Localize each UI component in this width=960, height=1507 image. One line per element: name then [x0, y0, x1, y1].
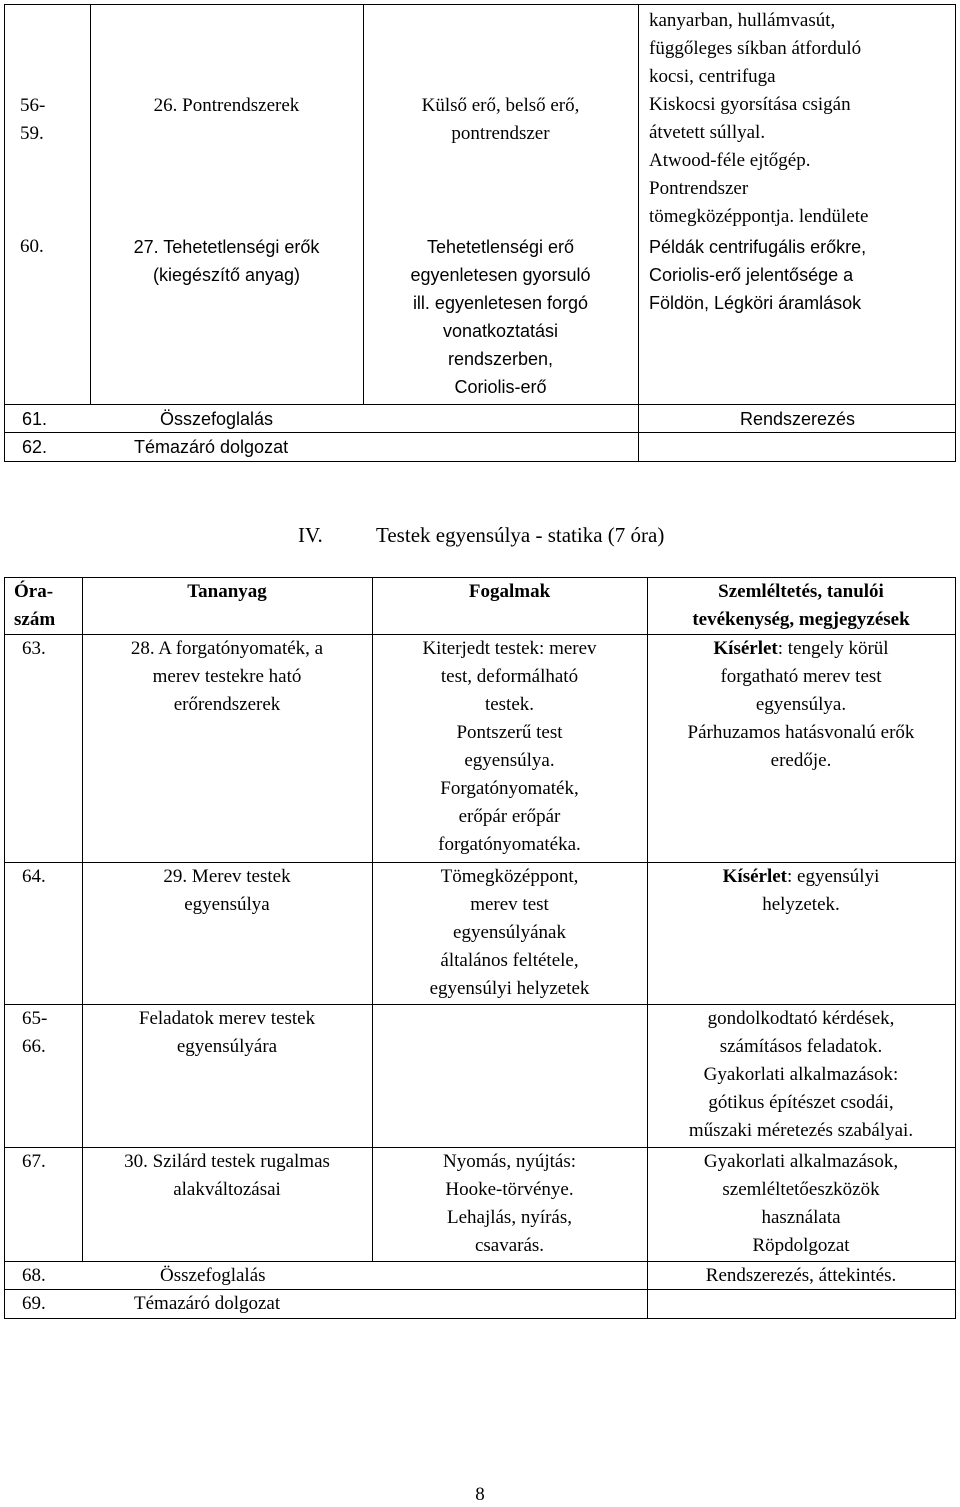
table-1-row-number: 61. — [22, 409, 48, 429]
table-1-topic: Összefoglalás — [160, 409, 274, 429]
table-2-notes: gondolkodtató kérdések, számításos feladatok. Gyakorlati alkalmazások: gótikus építészet csodái, műszaki méretezés szabályai. — [688, 1008, 914, 1141]
table-2-notes: Kísérlet: tengely körül forgatható merev test egyensúlya. Párhuzamos hatásvonalú erők eredője. — [687, 638, 915, 771]
table-2-concepts: Kiterjedt testek: merev test, deformálható testek. Pontszerű test egyensúlya. Forgatónyomaték, erőpár erőpár forgatónyomatéka. — [422, 638, 597, 855]
section-title: Testek egyensúlya - statika (7 óra) — [376, 523, 665, 547]
table-2-row-number: 67. — [22, 1151, 46, 1172]
table-2-concepts: Nyomás, nyújtás: Hooke-törvénye. Lehajlás, nyírás, csavarás. — [443, 1151, 576, 1256]
table-2-border-bottom — [4, 1318, 956, 1319]
table-2-border-right — [955, 577, 956, 1319]
table-1-col-divider — [90, 4, 91, 404]
table-1-border-bottom — [4, 461, 956, 462]
table-1-col-divider — [638, 4, 639, 462]
table-2-border-left — [4, 577, 5, 1319]
section-number: IV. — [298, 523, 323, 547]
table-1-notes: Rendszerezés — [739, 409, 856, 429]
table-2-topic: 28. A forgatónyomaték, a merev testekre ható erőrendszerek — [130, 638, 324, 715]
header-notes: Szemléltetés, tanulói tevékenység, megjegyzések — [692, 581, 910, 630]
table-2-notes: Gyakorlati alkalmazások, szemléltetőeszközök használata Röpdolgozat — [703, 1151, 899, 1256]
table-2-topic: Összefoglalás — [160, 1265, 266, 1286]
header-topic: Tananyag — [187, 581, 267, 602]
table-2-row-number: 69. — [22, 1293, 46, 1314]
table-2-row-number: 64. — [22, 866, 46, 887]
table-1-border-right — [955, 4, 956, 462]
table-1-row-number: 60. — [20, 236, 44, 257]
table-1-notes: Példák centrifugális erőkre, Coriolis-erő jelentősége a Földön, Légköri áramlások — [649, 237, 867, 313]
table-2-row-number: 63. — [22, 638, 46, 659]
table-2-notes: Rendszerezés, áttekintés. — [705, 1265, 897, 1286]
table-2-topic: 29. Merev testek egyensúlya — [163, 866, 291, 915]
table-2-concepts: Tömegközéppont, merev test egyensúlyának általános feltétele, egyensúlyi helyzetek — [429, 866, 590, 999]
table-1-topic: 27. Tehetetlenségi erők (kiegészítő anyag) — [133, 237, 320, 285]
table-1-topic: 26. Pontrendszerek — [153, 95, 300, 116]
page-number: 8 — [475, 1484, 485, 1505]
table-1-border-top — [4, 4, 956, 5]
table-1-notes: kanyarban, hullámvasút, függőleges síkban átforduló kocsi, centrifuga Kiskocsi gyorsítása csigán átvetett súllyal. Atwood-féle ejtőgép. Pontrendszer tömegközéppontja. lendülete — [649, 10, 869, 227]
table-2-topic: 30. Szilárd testek rugalmas alakváltozásai — [124, 1151, 330, 1200]
table-2-row-number: 68. — [22, 1265, 46, 1286]
table-2-topic: Feladatok merev testek egyensúlyára — [138, 1008, 316, 1057]
table-2-notes: Kísérlet: egyensúlyi helyzetek. — [722, 866, 880, 915]
table-2-row-number: 65- 66. — [22, 1008, 48, 1057]
header-concepts: Fogalmak — [468, 581, 551, 602]
table-1-topic: Témazáró dolgozat — [134, 437, 289, 457]
table-1-row-number: 56- 59. — [20, 95, 46, 144]
table-1-border-left — [4, 4, 5, 462]
table-2-topic: Témazáró dolgozat — [134, 1293, 281, 1314]
header-hours: Óra- szám — [14, 581, 56, 630]
table-1-concepts: Tehetetlenségi erő egyenletesen gyorsuló ill. egyenletesen forgó vonatkoztatási rendszerben, Coriolis-erő — [410, 237, 591, 397]
table-1-row-number: 62. — [22, 437, 48, 457]
table-1-concepts: Külső erő, belső erő, pontrendszer — [421, 95, 580, 144]
